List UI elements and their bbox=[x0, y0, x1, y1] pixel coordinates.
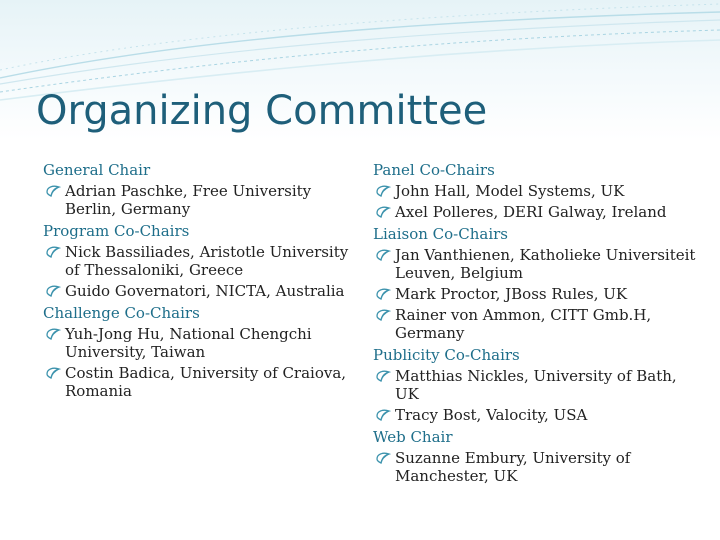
member-text: Adrian Paschke, Free University Berlin, Germany bbox=[65, 182, 312, 218]
page-curl-icon bbox=[45, 283, 61, 299]
page-curl-icon bbox=[375, 407, 391, 423]
committee-member-item bbox=[43, 364, 353, 400]
committee-member-item bbox=[373, 449, 703, 485]
member-text: Mark Proctor, JBoss Rules, UK bbox=[395, 285, 628, 303]
section-heading: General Chair bbox=[43, 161, 151, 179]
committee-member-item bbox=[43, 182, 353, 218]
section-heading: Challenge Co-Chairs bbox=[43, 304, 200, 322]
page-curl-icon bbox=[45, 244, 61, 260]
committee-member-item bbox=[373, 367, 703, 403]
member-text: Matthias Nickles, University of Bath, UK bbox=[395, 367, 677, 403]
member-text: Yuh-Jong Hu, National Chengchi University, Taiwan bbox=[65, 325, 312, 361]
member-text: John Hall, Model Systems, UK bbox=[395, 182, 625, 200]
member-text: Costin Badica, University of Craiova, Romania bbox=[65, 364, 347, 400]
committee-member-item bbox=[373, 406, 703, 424]
page-curl-icon bbox=[375, 247, 391, 263]
committee-member-item bbox=[373, 203, 703, 221]
member-text: Jan Vanthienen, Katholieke Universiteit Leuven, Belgium bbox=[395, 246, 696, 282]
member-text: Rainer von Ammon, CITT Gmb.H, Germany bbox=[395, 306, 652, 342]
slide-title: Organizing Committee bbox=[36, 88, 488, 134]
left-column bbox=[43, 160, 353, 403]
page-curl-icon bbox=[375, 286, 391, 302]
section-heading: Panel Co-Chairs bbox=[373, 161, 495, 179]
page-curl-icon bbox=[375, 307, 391, 323]
section-heading: Publicity Co-Chairs bbox=[373, 346, 520, 364]
committee-member-item bbox=[43, 243, 353, 279]
page-curl-icon bbox=[375, 204, 391, 220]
member-text: Guido Governatori, NICTA, Australia bbox=[65, 282, 345, 300]
committee-member-item bbox=[373, 246, 703, 282]
page-curl-icon bbox=[45, 365, 61, 381]
page-curl-icon bbox=[45, 183, 61, 199]
member-text: Axel Polleres, DERI Galway, Ireland bbox=[395, 203, 667, 221]
committee-member-item bbox=[43, 282, 353, 300]
page-curl-icon bbox=[375, 183, 391, 199]
committee-member-item bbox=[373, 182, 703, 200]
page-curl-icon bbox=[375, 450, 391, 466]
section-heading: Web Chair bbox=[373, 428, 453, 446]
member-text: Suzanne Embury, University of Manchester, UK bbox=[395, 449, 631, 485]
page-curl-icon bbox=[45, 326, 61, 342]
right-column bbox=[373, 160, 703, 488]
section-heading: Liaison Co-Chairs bbox=[373, 225, 508, 243]
committee-member-item bbox=[43, 325, 353, 361]
member-text: Nick Bassiliades, Aristotle University of Thessaloniki, Greece bbox=[65, 243, 349, 279]
member-text: Tracy Bost, Valocity, USA bbox=[395, 406, 588, 424]
section-heading: Program Co-Chairs bbox=[43, 222, 190, 240]
page-curl-icon bbox=[375, 368, 391, 384]
committee-member-item bbox=[373, 285, 703, 303]
committee-member-item bbox=[373, 306, 703, 342]
